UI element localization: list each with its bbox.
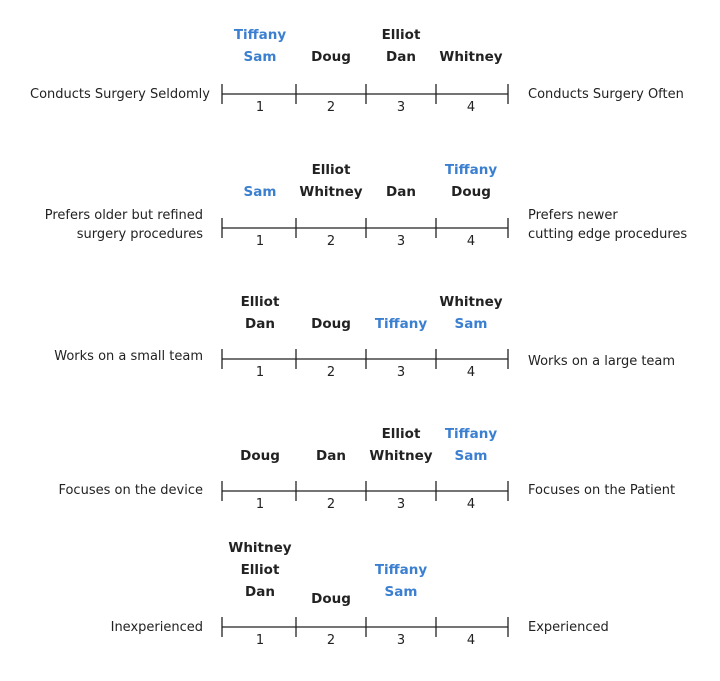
persona-name-whitney: Whitney xyxy=(299,184,363,200)
persona-name-doug: Doug xyxy=(311,49,351,65)
persona-name-elliot: Elliot xyxy=(240,294,280,310)
tick-label: 2 xyxy=(326,633,336,648)
scale-1 xyxy=(30,27,684,115)
tick-label: 3 xyxy=(396,100,406,115)
tick-label: 2 xyxy=(326,100,336,115)
persona-name-sam: Sam xyxy=(454,316,488,332)
tick-label: 4 xyxy=(466,234,476,249)
persona-name-tiffany: Tiffany xyxy=(444,162,498,178)
persona-name-dan: Dan xyxy=(386,49,416,65)
left-pole-label: Conducts Surgery Seldomly xyxy=(30,87,210,102)
left-pole-label: surgery procedures xyxy=(76,227,203,242)
persona-name-sam: Sam xyxy=(243,184,277,200)
right-pole-label: Focuses on the Patient xyxy=(528,483,676,498)
tick-label: 1 xyxy=(255,365,265,380)
tick-label: 1 xyxy=(255,100,265,115)
scale-4 xyxy=(58,426,675,512)
right-pole-label: Prefers newer xyxy=(528,208,618,223)
tick-label: 1 xyxy=(255,497,265,512)
tick-label: 4 xyxy=(466,497,476,512)
tick-label: 1 xyxy=(255,234,265,249)
tick-label: 3 xyxy=(396,633,406,648)
persona-name-tiffany: Tiffany xyxy=(374,562,428,578)
persona-name-sam: Sam xyxy=(454,448,488,464)
persona-name-tiffany: Tiffany xyxy=(444,426,498,442)
left-pole-label: Prefers older but refined xyxy=(44,208,203,223)
tick-label: 4 xyxy=(466,100,476,115)
left-pole-label: Works on a small team xyxy=(54,349,203,364)
tick-label: 2 xyxy=(326,497,336,512)
right-pole-label: Experienced xyxy=(528,620,609,635)
persona-name-whitney: Whitney xyxy=(369,448,433,464)
persona-name-doug: Doug xyxy=(240,448,280,464)
tick-label: 3 xyxy=(396,497,406,512)
persona-name-dan: Dan xyxy=(245,316,275,332)
tick-label: 4 xyxy=(466,633,476,648)
persona-name-doug: Doug xyxy=(311,591,351,607)
persona-name-elliot: Elliot xyxy=(381,27,421,43)
persona-name-elliot: Elliot xyxy=(240,562,280,578)
right-pole-label: Conducts Surgery Often xyxy=(528,87,684,102)
persona-name-elliot: Elliot xyxy=(311,162,351,178)
right-pole-label: cutting edge procedures xyxy=(528,227,688,242)
persona-name-whitney: Whitney xyxy=(439,294,503,310)
persona-name-elliot: Elliot xyxy=(381,426,421,442)
tick-label: 2 xyxy=(326,365,336,380)
persona-name-dan: Dan xyxy=(316,448,346,464)
tick-label: 1 xyxy=(255,633,265,648)
tick-label: 2 xyxy=(326,234,336,249)
scale-2 xyxy=(45,162,688,249)
left-pole-label: Inexperienced xyxy=(110,620,203,635)
scale-5 xyxy=(111,540,609,648)
tick-label: 4 xyxy=(466,365,476,380)
persona-name-doug: Doug xyxy=(311,316,351,332)
left-pole-label: Focuses on the device xyxy=(58,483,203,498)
persona-name-tiffany: Tiffany xyxy=(233,27,287,43)
tick-label: 3 xyxy=(396,365,406,380)
persona-name-dan: Dan xyxy=(245,584,275,600)
persona-name-sam: Sam xyxy=(384,584,418,600)
persona-name-doug: Doug xyxy=(451,184,491,200)
persona-name-tiffany: Tiffany xyxy=(374,316,428,332)
persona-name-whitney: Whitney xyxy=(228,540,292,556)
persona-name-dan: Dan xyxy=(386,184,416,200)
persona-name-sam: Sam xyxy=(243,49,277,65)
tick-label: 3 xyxy=(396,234,406,249)
persona-name-whitney: Whitney xyxy=(439,49,503,65)
right-pole-label: Works on a large team xyxy=(528,354,676,369)
scale-3 xyxy=(54,294,675,380)
